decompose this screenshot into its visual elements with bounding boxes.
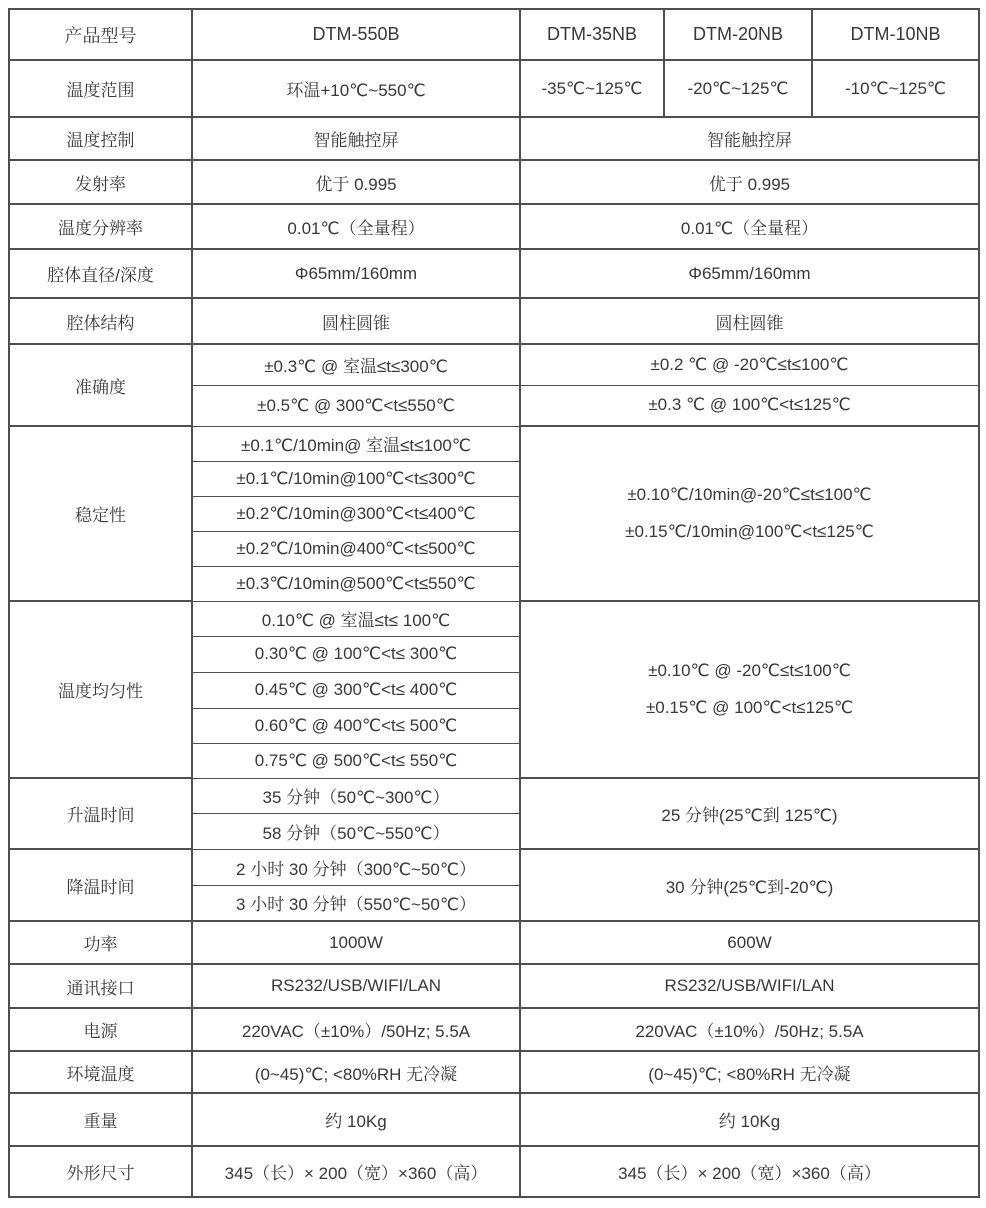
row-ambient: [9, 1051, 979, 1093]
row-cool-down-1: [9, 849, 979, 885]
cavity-size-right: Φ65mm/160mm: [520, 249, 979, 298]
model-dtm550b: DTM-550B: [192, 9, 520, 60]
label-resolution: 温度分辨率: [9, 204, 192, 249]
label-temp-control: 温度控制: [9, 117, 192, 160]
heat-up-left-2: 58 分钟（50℃~550℃）: [192, 813, 520, 849]
supply-right: 220VAC（±10%）/50Hz; 5.5A: [520, 1008, 979, 1051]
uniformity-left-5: 0.75℃ @ 500℃<t≤ 550℃: [192, 743, 520, 778]
accuracy-right-1: ±0.2 ℃ @ -20℃≤t≤100℃: [520, 344, 979, 385]
uniformity-right: [520, 601, 979, 778]
model-dtm10nb: DTM-10NB: [812, 9, 979, 60]
label-temp-range: 温度范围: [9, 60, 192, 117]
row-uniformity-1: [9, 601, 979, 636]
label-supply: 电源: [9, 1008, 192, 1051]
stability-right: [520, 426, 979, 601]
label-comm: 通讯接口: [9, 964, 192, 1008]
row-resolution: [9, 204, 979, 249]
heat-up-right: 25 分钟(25℃到 125℃): [520, 778, 979, 849]
row-dimensions: [9, 1146, 979, 1197]
stability-left-4: ±0.2℃/10min@400℃<t≤500℃: [192, 531, 520, 566]
accuracy-left-1: ±0.3℃ @ 室温≤t≤300℃: [192, 344, 520, 385]
row-cavity-size: [9, 249, 979, 298]
label-emissivity: 发射率: [9, 160, 192, 204]
stability-left-3: ±0.2℃/10min@300℃<t≤400℃: [192, 496, 520, 531]
row-weight: [9, 1093, 979, 1146]
label-cool-down: 降温时间: [9, 849, 192, 921]
ambient-right: (0~45)℃; <80%RH 无冷凝: [520, 1051, 979, 1093]
dimensions-left: 345（长）× 200（宽）×360（高）: [192, 1146, 520, 1197]
cool-down-left-1: 2 小时 30 分钟（300℃~50℃）: [192, 849, 520, 885]
cool-down-right: 30 分钟(25℃到-20℃): [520, 849, 979, 921]
model-dtm20nb: DTM-20NB: [664, 9, 812, 60]
model-dtm35nb: DTM-35NB: [520, 9, 664, 60]
supply-left: 220VAC（±10%）/50Hz; 5.5A: [192, 1008, 520, 1051]
row-model: [9, 9, 979, 60]
row-accuracy-1: [9, 344, 979, 385]
ambient-left: (0~45)℃; <80%RH 无冷凝: [192, 1051, 520, 1093]
row-stability-1: [9, 426, 979, 461]
row-cavity-structure: [9, 298, 979, 344]
weight-left: 约 10Kg: [192, 1093, 520, 1146]
emissivity-left: 优于 0.995: [192, 160, 520, 204]
resolution-left: 0.01℃（全量程）: [192, 204, 520, 249]
cavity-structure-left: 圆柱圆锥: [192, 298, 520, 344]
stability-left-2: ±0.1℃/10min@100℃<t≤300℃: [192, 461, 520, 496]
dimensions-right: 345（长）× 200（宽）×360（高）: [520, 1146, 979, 1197]
row-temp-control: [9, 117, 979, 160]
label-dimensions: 外形尺寸: [9, 1146, 192, 1197]
stability-right-line-1: ±0.10℃/10min@-20℃≤t≤100℃: [627, 484, 872, 504]
label-accuracy: 准确度: [9, 344, 192, 426]
stability-right-line-2: ±0.15℃/10min@100℃<t≤125℃: [625, 521, 874, 541]
heat-up-left-1: 35 分钟（50℃~300℃）: [192, 778, 520, 813]
weight-right: 约 10Kg: [520, 1093, 979, 1146]
label-weight: 重量: [9, 1093, 192, 1146]
temp-range-dtm35nb: -35℃~125℃: [520, 60, 664, 117]
comm-left: RS232/USB/WIFI/LAN: [192, 964, 520, 1008]
label-uniformity: 温度均匀性: [9, 601, 192, 778]
row-heat-up-1: [9, 778, 979, 813]
temp-range-dtm10nb: -10℃~125℃: [812, 60, 979, 117]
label-ambient: 环境温度: [9, 1051, 192, 1093]
emissivity-right: 优于 0.995: [520, 160, 979, 204]
stability-left-1: ±0.1℃/10min@ 室温≤t≤100℃: [192, 426, 520, 461]
label-cavity-size: 腔体直径/深度: [9, 249, 192, 298]
uniformity-left-3: 0.45℃ @ 300℃<t≤ 400℃: [192, 672, 520, 708]
uniformity-left-2: 0.30℃ @ 100℃<t≤ 300℃: [192, 636, 520, 672]
label-stability: 稳定性: [9, 426, 192, 601]
label-cavity-structure: 腔体结构: [9, 298, 192, 344]
row-temp-range: [9, 60, 979, 117]
row-comm: [9, 964, 979, 1008]
uniformity-right-line-2: ±0.15℃ @ 100℃<t≤125℃: [645, 697, 854, 717]
uniformity-right-line-1: ±0.10℃ @ -20℃≤t≤100℃: [648, 660, 851, 680]
accuracy-right-2: ±0.3 ℃ @ 100℃<t≤125℃: [520, 385, 979, 426]
cool-down-left-2: 3 小时 30 分钟（550℃~50℃）: [192, 885, 520, 921]
temp-range-dtm550b: 环温+10℃~550℃: [192, 60, 520, 117]
power-right: 600W: [520, 921, 979, 964]
temp-control-right: 智能触控屏: [520, 117, 979, 160]
accuracy-left-2: ±0.5℃ @ 300℃<t≤550℃: [192, 385, 520, 426]
row-supply: [9, 1008, 979, 1051]
resolution-right: 0.01℃（全量程）: [520, 204, 979, 249]
power-left: 1000W: [192, 921, 520, 964]
row-power: [9, 921, 979, 964]
label-power: 功率: [9, 921, 192, 964]
label-model: 产品型号: [9, 9, 192, 60]
product-spec-table: [8, 8, 980, 1198]
label-heat-up: 升温时间: [9, 778, 192, 849]
cavity-size-left: Φ65mm/160mm: [192, 249, 520, 298]
stability-left-5: ±0.3℃/10min@500℃<t≤550℃: [192, 566, 520, 601]
comm-right: RS232/USB/WIFI/LAN: [520, 964, 979, 1008]
temp-range-dtm20nb: -20℃~125℃: [664, 60, 812, 117]
uniformity-left-1: 0.10℃ @ 室温≤t≤ 100℃: [192, 601, 520, 636]
temp-control-left: 智能触控屏: [192, 117, 520, 160]
row-emissivity: [9, 160, 979, 204]
uniformity-left-4: 0.60℃ @ 400℃<t≤ 500℃: [192, 708, 520, 743]
cavity-structure-right: 圆柱圆锥: [520, 298, 979, 344]
